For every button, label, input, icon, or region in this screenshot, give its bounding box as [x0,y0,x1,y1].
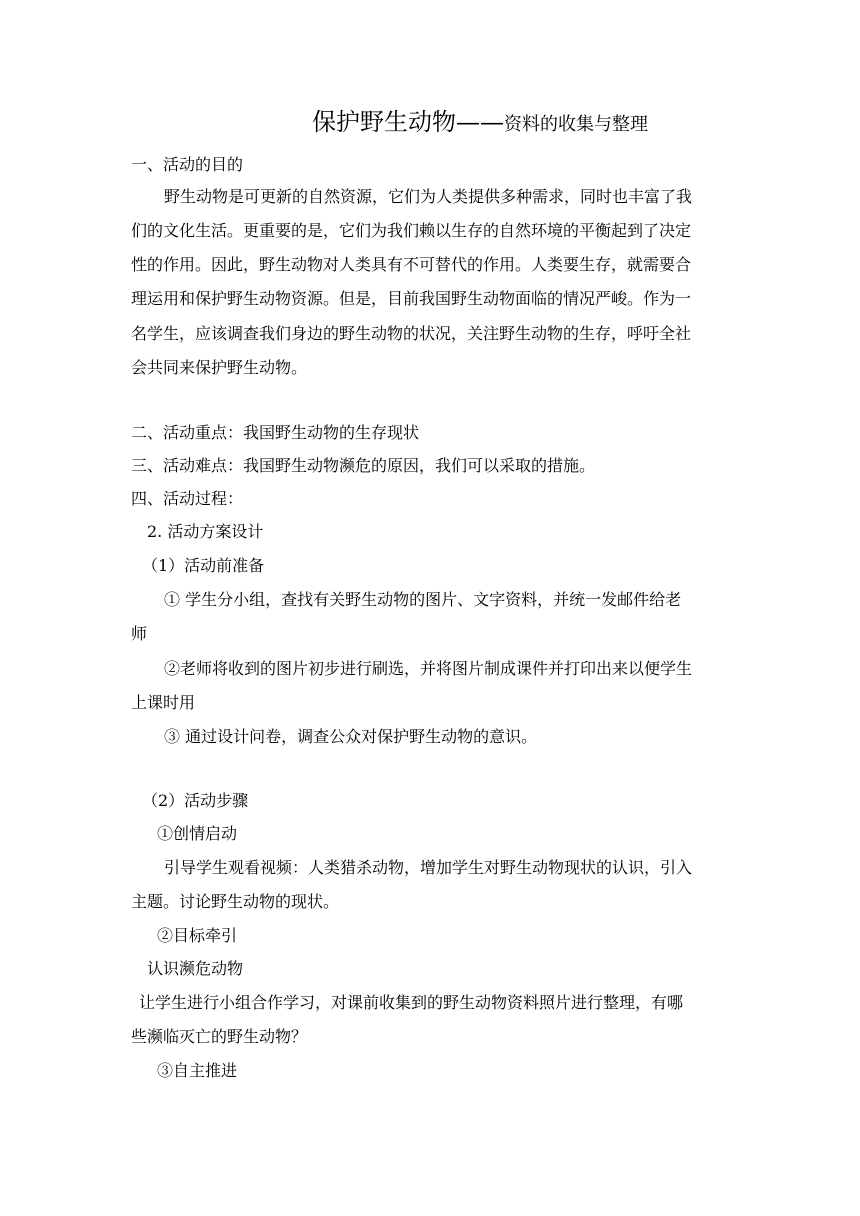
paragraph-line: 名学生，应该调查我们身边的野生动物的状况，关注野生动物的生存，呼吁全社 [131,324,692,343]
paragraph-line: 些濒临灭亡的野生动物？ [131,1027,308,1046]
section-heading-focus: 二、活动重点：我国野生动物的生存现状 [131,423,420,442]
paragraph-line: 理运用和保护野生动物资源。但是，目前我国野生动物面临的情况严峻。作为一 [131,289,692,308]
step-heading: ③自主推进 [157,1061,238,1080]
paragraph-line: 认识濒危动物 [147,959,244,978]
subsection-preparation: （1）活动前准备 [142,556,265,575]
paragraph-line: 引导学生观看视频：人类猎杀动物，增加学生对野生动物现状的认识，引入 [164,858,693,877]
list-item-continuation: 上课时用 [131,693,196,712]
list-item: ③ 通过设计问卷，调查公众对保护野生动物的意识。 [164,727,538,746]
section-heading-process: 四、活动过程： [131,489,244,508]
title-sub-text: 资料的收集与整理 [504,114,648,135]
paragraph-line: 让学生进行小组合作学习，对课前收集到的野生动物资料照片进行整理，有哪 [139,993,684,1012]
paragraph-line: 会共同来保护野生动物。 [131,358,308,377]
step-heading: ①创情启动 [157,824,238,843]
paragraph-line: 主题。讨论野生动物的现状。 [131,892,340,911]
paragraph-line: 们的文化生活。更重要的是，它们为我们赖以生存的自然环境的平衡起到了决定 [131,221,692,240]
subsection-plan-design: 2. 活动方案设计 [147,522,264,541]
section-heading-difficulty: 三、活动难点：我国野生动物濒危的原因，我们可以采取的措施。 [131,456,596,475]
list-item: ②老师将收到的图片初步进行刷选，并将图片制成课件并打印出来以便学生 [164,659,693,678]
document-title [312,106,648,141]
title-main-text: 保护野生动物—— [312,108,504,136]
list-item: ① 学生分小组，查找有关野生动物的图片、文字资料，并统一发邮件给老 [164,590,682,609]
subsection-activity-steps: （2）活动步骤 [142,791,249,810]
step-heading: ②目标牵引 [157,926,238,945]
list-item-continuation: 师 [131,624,148,643]
section-heading-purpose: 一、活动的目的 [131,155,244,174]
paragraph-line: 野生动物是可更新的自然资源，它们为人类提供多种需求，同时也丰富了我 [164,187,693,206]
paragraph-line: 性的作用。因此，野生动物对人类具有不可替代的作用。人类要生存，就需要合 [131,255,692,274]
